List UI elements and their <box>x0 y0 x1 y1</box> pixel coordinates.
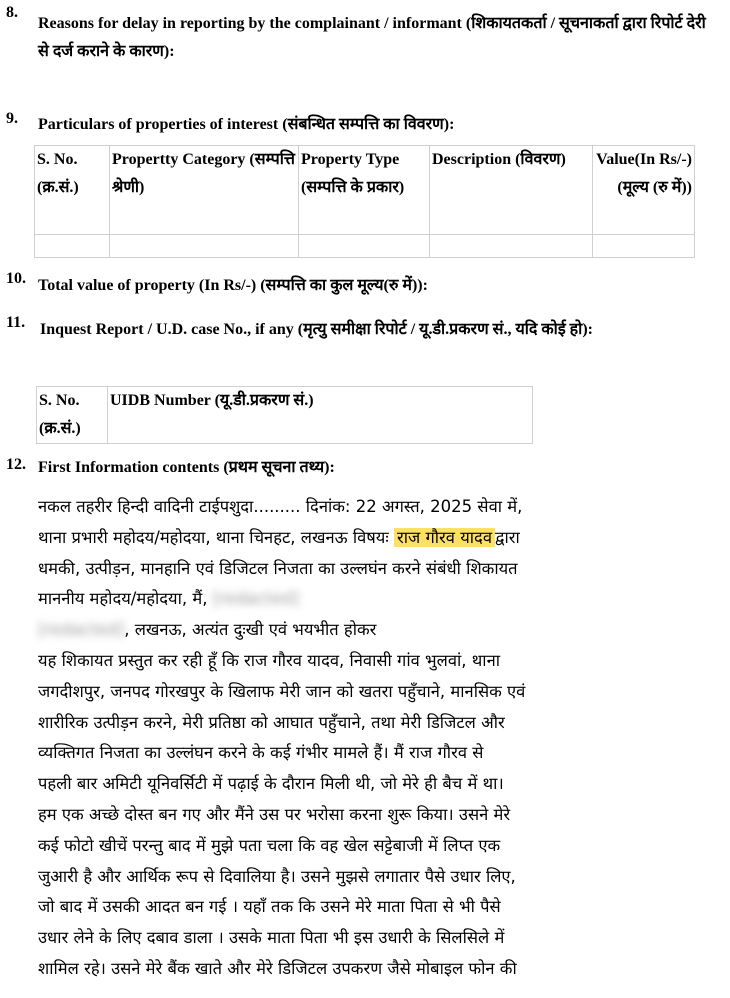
table-header-row <box>37 387 533 444</box>
section-11-heading: Inquest Report / U.D. case No., if any (मृत्यु समीक्षा रिपोर्ट / यू.डी.प्रकरण सं., यदि कोई हो): <box>40 321 593 338</box>
fir-line: यह शिकायत प्रस्तुत कर रही हूँ कि राज गौरव यादव, निवासी गांव भुलवां, थाना <box>38 650 501 670</box>
table-cell <box>35 235 110 258</box>
header-uidb: UIDB Number (यू.डी.प्रकरण सं.) <box>108 387 533 444</box>
fir-line-text: , लखनऊ, अत्यंत दुःखी एवं भयभीत होकर <box>124 620 377 640</box>
fir-line: कई फोटो खीचें परन्तु बाद में मुझे पता चला कि वह खेल सट्टेबाजी में लिप्त एक <box>38 835 501 855</box>
fir-line: जुआरी है और आर्थिक रूप से दिवालिया है। उसने मुझसे लगातार पैसे उधार लिए, <box>38 866 516 886</box>
fir-line: शारीरिक उत्पीड़न करने, मेरी प्रतिष्ठा को आघात पहुँचाने, तथा मेरी डिजिटल और <box>38 712 505 732</box>
table-row <box>35 235 695 258</box>
header-value: Value(In Rs/-) (मूल्य (रु में)) <box>593 146 695 235</box>
header-description: Description (विवरण) <box>430 146 593 235</box>
fir-line: नकल तहरीर हिन्दी वादिनी टाईपशुदा......... दिनांक: 22 अगस्त, 2025 सेवा में, <box>38 497 523 516</box>
table-cell <box>110 235 299 258</box>
uidb-table <box>36 386 533 444</box>
header-sno: S. No. (क्र.सं.) <box>37 387 108 444</box>
fir-line <box>38 615 688 646</box>
fir-contents <box>38 492 688 985</box>
fir-line-text: माननीय महोदय/महोदया, मैं, <box>38 589 208 609</box>
fir-line <box>38 584 688 615</box>
fir-line: जगदीशपुर, जनपद गोरखपुर के खिलाफ मेरी जान को खतरा पहुँचाने, मानसिक एवं <box>38 681 526 701</box>
fir-line: धमकी, उत्पीड़न, मानहानि एवं डिजिटल निजता का उल्लघंन करने संबंधी शिकायत <box>38 558 518 578</box>
header-type: Property Type (सम्पत्ति के प्रकार) <box>299 146 430 235</box>
section-number-12: 12. <box>6 456 26 473</box>
section-8-heading: Reasons for delay in reporting by the complainant / informant (शिकायतकर्ता / सूचनाकर्ता द्वारा रिपोर्ट देरी से दर्ज कराने के कारण): <box>38 15 706 60</box>
redacted-text: [redacted] <box>212 589 299 609</box>
table-header-row <box>35 146 695 235</box>
table-cell <box>299 235 430 258</box>
fir-line: हम एक अच्छे दोस्त बन गए और मैंने उस पर भरोसा करना शुरू किया। उसने मेरे <box>38 804 511 824</box>
fir-line <box>38 523 688 554</box>
redacted-text: [redacted] <box>38 620 125 640</box>
fir-line: पहली बार अमिटी यूनिवर्सिटी में पढ़ाई के दौरान मिली थी, जो मेरे ही बैच में था। <box>38 774 504 794</box>
section-number-10: 10. <box>6 270 26 287</box>
header-category: Propertty Category (सम्पत्ति श्रेणी) <box>110 146 299 235</box>
fir-line: उधार लेने के लिए दबाव डाला । उसके माता पिता भी इस उधारी के सिलसिले में <box>38 928 505 948</box>
section-9-heading: Particulars of properties of interest (संबन्धित सम्पत्ति का विवरण): <box>38 116 455 133</box>
header-sno: S. No. (क्र.सं.) <box>35 146 110 235</box>
highlighted-name: राज गौरव यादव <box>394 528 495 547</box>
property-table <box>34 145 695 258</box>
fir-line: व्यक्तिगत निजता का उल्लंघन करने के कई गंभीर मामले हैं। मैं राज गौरव से <box>38 743 484 763</box>
section-number-8: 8. <box>6 4 18 21</box>
fir-line: जो बाद में उसकी आदत बन गई । यहाँ तक कि उसने मेरे माता पिता से भी पैसे <box>38 897 501 917</box>
section-10-heading: Total value of property (In Rs/-) (सम्पत्ति का कुल मूल्य(रु में)): <box>38 277 428 294</box>
fir-line-text: द्वारा <box>495 527 520 547</box>
table-cell <box>593 235 695 258</box>
fir-line: शामिल रहे। उसने मेरे बैंक खाते और मेरे डिजिटल उपकरण जैसे मोबाइल फोन की <box>38 958 517 978</box>
section-number-9: 9. <box>6 110 18 127</box>
table-cell <box>430 235 593 258</box>
section-12-heading: First Information contents (प्रथम सूचना तथ्य): <box>38 459 335 476</box>
fir-line-text: थाना प्रभारी महोदय/महोदया, थाना चिनहट, लखनऊ विषयः <box>38 527 389 547</box>
section-number-11: 11. <box>6 314 26 331</box>
